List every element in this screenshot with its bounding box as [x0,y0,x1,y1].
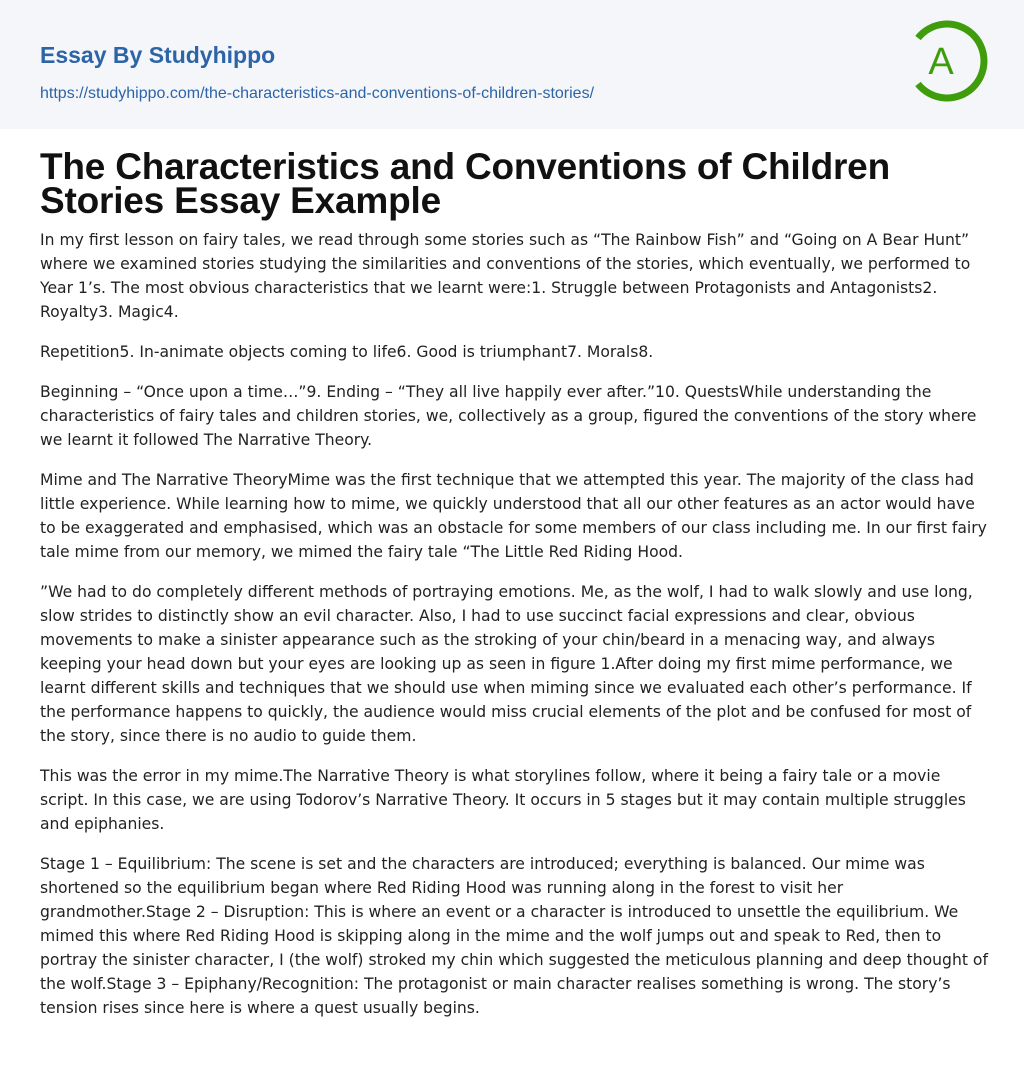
paragraph: Beginning – “Once upon a time…”9. Ending – “They all live happily ever after.”10. QuestsWhile understanding the characteristics of fairy tales and children stories, we, collectively as a group, figured the conventions of the story where we learnt it followed The Narrative Theory. [40,383,977,449]
paragraph: ”We had to do completely different methods of portraying emotions. Me, as the wolf, I had to walk slowly and use long, slow strides to distinctly show an evil character. Also, I had to use succinct facial expressions and clear, obvious movements to make a sinister appearance such as the stroking of your chin/beard in a menacing way, and always keeping your head down but your eyes are looking up as seen in figure 1.After doing my first mime performance, we learnt different skills and techniques that we should use when miming since we evaluated each other’s performance. If the performance happens to quickly, the audience would miss crucial elements of the plot and be confused for most of the story, since there is no audio to guide them. [40,583,973,745]
logo-letter: A [928,41,954,83]
paragraph: Repetition5. In-animate objects coming to life6. Good is triumphant7. Morals8. [40,343,654,361]
site-header [0,0,1024,129]
page-title: The Characteristics and Conventions of Children Stories Essay Example [40,146,890,221]
brand-title: Essay By Studyhippo [40,42,276,68]
studyhippo-logo-icon [906,16,990,106]
paragraph: Mime and The Narrative TheoryMime was the first technique that we attempted this year. The majority of the class had little experience. While learning how to mime, we quickly understood that all our other features as an actor would have to be exaggerated and emphasised, which was an obstacle for some members of our class including me. In our first fairy tale mime from our memory, we mimed the fairy tale “The Little Red Riding Hood. [40,471,987,561]
essay-body [40,228,988,1036]
paragraph: This was the error in my mime.The Narrative Theory is what storylines follow, where it being a fairy tale or a movie script. In this case, we are using Todorov’s Narrative Theory. It occurs in 5 stages but it may contain multiple struggles and epiphanies. [40,767,966,833]
paragraph: In my first lesson on fairy tales, we read through some stories such as “The Rainbow Fish” and “Going on A Bear Hunt” where we examined stories studying the similarities and conventions of the stories, which eventually, we performed to Year 1’s. The most obvious characteristics that we learnt were:1. Struggle between Protagonists and Antagonists2. Royalty3. Magic4. [40,231,971,321]
source-url-link[interactable]: https://studyhippo.com/the-characteristics-and-conventions-of-children-stories/ [40,85,595,102]
paragraph: Stage 1 – Equilibrium: The scene is set and the characters are introduced; everything is balanced. Our mime was shortened so the equilibrium began where Red Riding Hood was running along in the forest to visit her grandmother.Stage 2 – Disruption: This is where an event or a character is introduced to unsettle the equilibrium. We mimed this where Red Riding Hood is skipping along in the mime and the wolf jumps out and speak to Red, then to portray the sinister character, I (the wolf) stroked my chin which suggested the meticulous planning and deep thought of the wolf.Stage 3 – Epiphany/Recognition: The protagonist or main character realises something is wrong. The story’s tension rises since here is where a quest usually begins. [40,855,988,1017]
